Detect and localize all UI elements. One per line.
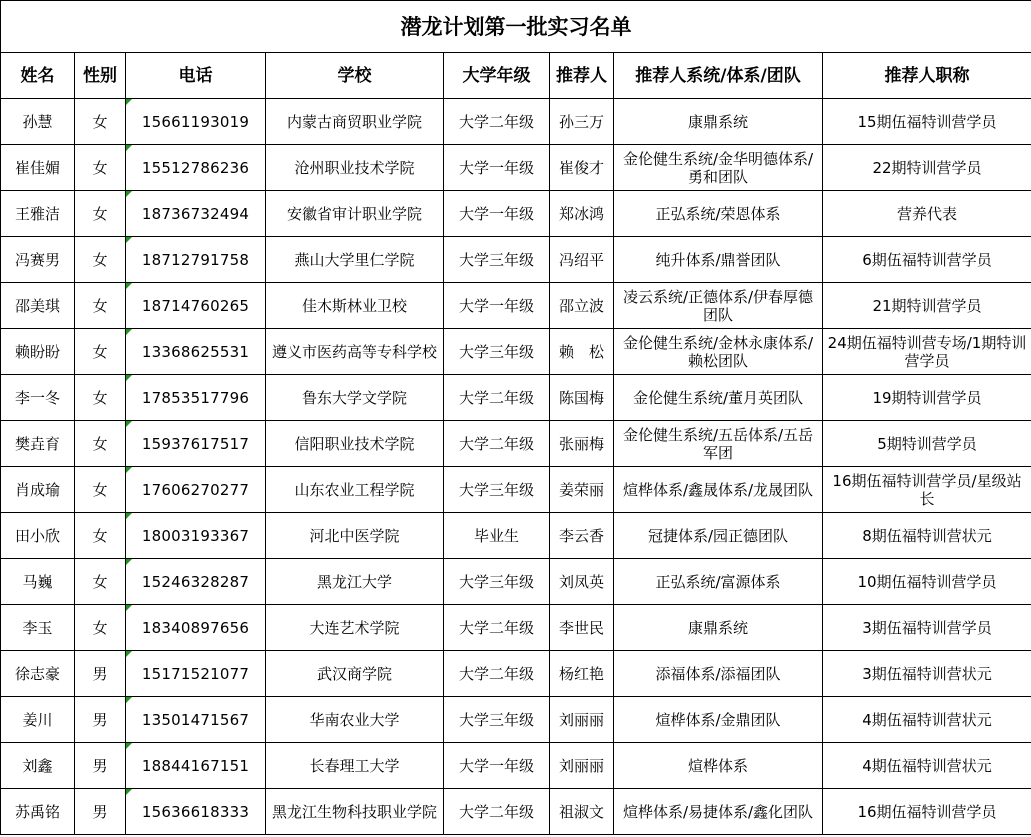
- cell-referrer[interactable]: 张丽梅: [550, 421, 614, 467]
- table-row: [1, 513, 1031, 559]
- cell-system[interactable]: 添福体系/添福团队: [614, 651, 823, 697]
- cell-gender[interactable]: 女: [75, 467, 126, 513]
- cell-system[interactable]: 煊桦体系/鑫晟体系/龙晟团队: [614, 467, 823, 513]
- number-as-text-indicator-icon: [126, 421, 132, 427]
- cell-phone[interactable]: [126, 743, 266, 789]
- cell-referrer[interactable]: 陈国梅: [550, 375, 614, 421]
- cell-gender[interactable]: 女: [75, 191, 126, 237]
- cell-school[interactable]: 燕山大学里仁学院: [266, 237, 444, 283]
- cell-referrer[interactable]: 刘丽丽: [550, 743, 614, 789]
- cell-gender[interactable]: 男: [75, 789, 126, 835]
- cell-referrer[interactable]: 赖 松: [550, 329, 614, 375]
- cell-phone[interactable]: [126, 651, 266, 697]
- cell-system[interactable]: 金伦健生系统/五岳体系/五岳军团: [614, 421, 823, 467]
- cell-system[interactable]: 金伦健生系统/金林永康体系/赖松团队: [614, 329, 823, 375]
- cell-referrer[interactable]: 郑冰鸿: [550, 191, 614, 237]
- header-school: 学校: [266, 53, 444, 99]
- table-row: [1, 329, 1031, 375]
- cell-grade[interactable]: 大学二年级: [444, 421, 550, 467]
- header-system: 推荐人系统/体系/团队: [614, 53, 823, 99]
- table-row: [1, 283, 1031, 329]
- cell-school[interactable]: 河北中医学院: [266, 513, 444, 559]
- cell-phone[interactable]: [126, 467, 266, 513]
- cell-phone[interactable]: [126, 191, 266, 237]
- cell-position[interactable]: 22期特训营学员: [823, 145, 1031, 191]
- table-row: [1, 145, 1031, 191]
- cell-grade[interactable]: 大学一年级: [444, 145, 550, 191]
- cell-grade[interactable]: 大学二年级: [444, 99, 550, 145]
- cell-grade[interactable]: 大学三年级: [444, 697, 550, 743]
- cell-name[interactable]: 田小欣: [1, 513, 75, 559]
- cell-name[interactable]: 李玉: [1, 605, 75, 651]
- header-position: 推荐人职称: [823, 53, 1031, 99]
- cell-name[interactable]: 王雅洁: [1, 191, 75, 237]
- cell-position[interactable]: 营养代表: [823, 191, 1031, 237]
- cell-name[interactable]: 肖成瑜: [1, 467, 75, 513]
- phone-text: 15937617517: [141, 434, 250, 453]
- phone-text: 18340897656: [141, 618, 250, 637]
- cell-gender[interactable]: 女: [75, 237, 126, 283]
- cell-school[interactable]: 大连艺术学院: [266, 605, 444, 651]
- table-row: [1, 559, 1031, 605]
- cell-phone[interactable]: [126, 329, 266, 375]
- cell-name[interactable]: 苏禹铭: [1, 789, 75, 835]
- phone-text: 15512786236: [141, 158, 250, 177]
- cell-gender[interactable]: 女: [75, 513, 126, 559]
- cell-grade[interactable]: 大学三年级: [444, 329, 550, 375]
- cell-grade[interactable]: 大学一年级: [444, 191, 550, 237]
- cell-position[interactable]: 10期伍福特训营学员: [823, 559, 1031, 605]
- number-as-text-indicator-icon: [126, 467, 132, 473]
- cell-phone[interactable]: [126, 237, 266, 283]
- cell-referrer[interactable]: 邵立波: [550, 283, 614, 329]
- cell-phone[interactable]: [126, 283, 266, 329]
- cell-system[interactable]: 康鼎系统: [614, 99, 823, 145]
- phone-text: 13368625531: [141, 342, 250, 361]
- cell-position[interactable]: 3期伍福特训营状元: [823, 651, 1031, 697]
- cell-system[interactable]: 金伦健生系统/董月英团队: [614, 375, 823, 421]
- phone-text: 18714760265: [141, 296, 250, 315]
- cell-position[interactable]: 21期特训营学员: [823, 283, 1031, 329]
- cell-name[interactable]: 赖盼盼: [1, 329, 75, 375]
- table-row: [1, 237, 1031, 283]
- cell-position[interactable]: 4期伍福特训营状元: [823, 743, 1031, 789]
- cell-referrer[interactable]: 祖淑文: [550, 789, 614, 835]
- cell-system[interactable]: 凌云系统/正德体系/伊春厚德团队: [614, 283, 823, 329]
- cell-system[interactable]: 正弘系统/富源体系: [614, 559, 823, 605]
- cell-system[interactable]: 正弘系统/荣恩体系: [614, 191, 823, 237]
- phone-text: 17853517796: [141, 388, 250, 407]
- cell-school[interactable]: 黑龙江生物科技职业学院: [266, 789, 444, 835]
- phone-text: 15246328287: [141, 572, 250, 591]
- cell-gender[interactable]: 女: [75, 375, 126, 421]
- table-row: [1, 697, 1031, 743]
- cell-gender[interactable]: 女: [75, 145, 126, 191]
- header-referrer: 推荐人: [550, 53, 614, 99]
- cell-system[interactable]: 冠捷体系/园正德团队: [614, 513, 823, 559]
- page-title: 潜龙计划第一批实习名单: [1, 1, 1031, 53]
- number-as-text-indicator-icon: [126, 743, 132, 749]
- cell-position[interactable]: 5期特训营学员: [823, 421, 1031, 467]
- phone-text: 18003193367: [141, 526, 250, 545]
- table-row: [1, 651, 1031, 697]
- cell-school[interactable]: 沧州职业技术学院: [266, 145, 444, 191]
- cell-position[interactable]: 24期伍福特训营专场/1期特训营学员: [823, 329, 1031, 375]
- number-as-text-indicator-icon: [126, 375, 132, 381]
- number-as-text-indicator-icon: [126, 513, 132, 519]
- cell-referrer[interactable]: 冯绍平: [550, 237, 614, 283]
- cell-school[interactable]: 内蒙古商贸职业学院: [266, 99, 444, 145]
- cell-grade[interactable]: 大学三年级: [444, 559, 550, 605]
- cell-phone[interactable]: [126, 99, 266, 145]
- cell-gender[interactable]: 女: [75, 329, 126, 375]
- cell-name[interactable]: 邵美琪: [1, 283, 75, 329]
- cell-gender[interactable]: 女: [75, 283, 126, 329]
- phone-text: 15661193019: [141, 112, 250, 131]
- header-row: [1, 53, 1031, 99]
- cell-name[interactable]: 李一冬: [1, 375, 75, 421]
- cell-phone[interactable]: [126, 375, 266, 421]
- cell-referrer[interactable]: 李世民: [550, 605, 614, 651]
- phone-text: 17606270277: [141, 480, 250, 499]
- cell-system[interactable]: 康鼎系统: [614, 605, 823, 651]
- cell-name[interactable]: 徐志豪: [1, 651, 75, 697]
- cell-name[interactable]: 冯赛男: [1, 237, 75, 283]
- cell-position[interactable]: 6期伍福特训营学员: [823, 237, 1031, 283]
- cell-name[interactable]: 孙慧: [1, 99, 75, 145]
- cell-phone[interactable]: [126, 605, 266, 651]
- table-row: [1, 743, 1031, 789]
- cell-referrer[interactable]: 刘凤英: [550, 559, 614, 605]
- phone-text: 18844167151: [141, 756, 250, 775]
- cell-grade[interactable]: 大学二年级: [444, 651, 550, 697]
- cell-gender[interactable]: 女: [75, 99, 126, 145]
- cell-grade[interactable]: 大学一年级: [444, 743, 550, 789]
- phone-text: 15636618333: [141, 802, 250, 821]
- cell-grade[interactable]: 大学三年级: [444, 467, 550, 513]
- cell-grade[interactable]: 大学三年级: [444, 237, 550, 283]
- cell-gender[interactable]: 男: [75, 651, 126, 697]
- cell-school[interactable]: 信阳职业技术学院: [266, 421, 444, 467]
- table-row: [1, 467, 1031, 513]
- table-row: [1, 789, 1031, 835]
- cell-phone[interactable]: [126, 789, 266, 835]
- cell-gender[interactable]: 女: [75, 559, 126, 605]
- table-row: [1, 99, 1031, 145]
- cell-gender[interactable]: 女: [75, 605, 126, 651]
- header-phone: 电话: [126, 53, 266, 99]
- number-as-text-indicator-icon: [126, 697, 132, 703]
- cell-grade[interactable]: 大学二年级: [444, 375, 550, 421]
- table-row: [1, 605, 1031, 651]
- cell-name[interactable]: 姜川: [1, 697, 75, 743]
- cell-referrer[interactable]: 杨红艳: [550, 651, 614, 697]
- cell-referrer[interactable]: 姜荣丽: [550, 467, 614, 513]
- number-as-text-indicator-icon: [126, 191, 132, 197]
- phone-text: 18712791758: [141, 250, 250, 269]
- table-row: [1, 421, 1031, 467]
- number-as-text-indicator-icon: [126, 237, 132, 243]
- cell-referrer[interactable]: 孙三万: [550, 99, 614, 145]
- cell-position[interactable]: 8期伍福特训营状元: [823, 513, 1031, 559]
- cell-name[interactable]: 崔佳媚: [1, 145, 75, 191]
- cell-gender[interactable]: 女: [75, 421, 126, 467]
- cell-phone[interactable]: [126, 421, 266, 467]
- number-as-text-indicator-icon: [126, 559, 132, 565]
- table-row: [1, 191, 1031, 237]
- cell-school[interactable]: 武汉商学院: [266, 651, 444, 697]
- cell-school[interactable]: 佳木斯林业卫校: [266, 283, 444, 329]
- cell-position[interactable]: 16期伍福特训营学员/星级站长: [823, 467, 1031, 513]
- cell-name[interactable]: 樊垚育: [1, 421, 75, 467]
- cell-system[interactable]: 纯升体系/鼎誉团队: [614, 237, 823, 283]
- number-as-text-indicator-icon: [126, 145, 132, 151]
- number-as-text-indicator-icon: [126, 283, 132, 289]
- number-as-text-indicator-icon: [126, 329, 132, 335]
- cell-grade[interactable]: 大学二年级: [444, 605, 550, 651]
- cell-school[interactable]: 遵义市医药高等专科学校: [266, 329, 444, 375]
- cell-referrer[interactable]: 李云香: [550, 513, 614, 559]
- cell-position[interactable]: 16期伍福特训营学员: [823, 789, 1031, 835]
- header-name: 姓名: [1, 53, 75, 99]
- number-as-text-indicator-icon: [126, 605, 132, 611]
- cell-phone[interactable]: [126, 145, 266, 191]
- cell-phone[interactable]: [126, 697, 266, 743]
- cell-school[interactable]: 安徽省审计职业学院: [266, 191, 444, 237]
- cell-school[interactable]: 长春理工大学: [266, 743, 444, 789]
- cell-grade[interactable]: 毕业生: [444, 513, 550, 559]
- cell-position[interactable]: 19期特训营学员: [823, 375, 1031, 421]
- number-as-text-indicator-icon: [126, 651, 132, 657]
- cell-gender[interactable]: 男: [75, 743, 126, 789]
- cell-referrer[interactable]: 刘丽丽: [550, 697, 614, 743]
- cell-grade[interactable]: 大学一年级: [444, 283, 550, 329]
- cell-phone[interactable]: [126, 513, 266, 559]
- cell-position[interactable]: 4期伍福特训营状元: [823, 697, 1031, 743]
- cell-position[interactable]: 3期伍福特训营学员: [823, 605, 1031, 651]
- cell-system[interactable]: 煊桦体系: [614, 743, 823, 789]
- phone-text: 13501471567: [141, 710, 250, 729]
- cell-name[interactable]: 马巍: [1, 559, 75, 605]
- number-as-text-indicator-icon: [126, 789, 132, 795]
- cell-referrer[interactable]: 崔俊才: [550, 145, 614, 191]
- cell-name[interactable]: 刘鑫: [1, 743, 75, 789]
- phone-text: 18736732494: [141, 204, 250, 223]
- cell-grade[interactable]: 大学二年级: [444, 789, 550, 835]
- cell-system[interactable]: 煊桦体系/金鼎团队: [614, 697, 823, 743]
- cell-school[interactable]: 华南农业大学: [266, 697, 444, 743]
- cell-position[interactable]: 15期伍福特训营学员: [823, 99, 1031, 145]
- number-as-text-indicator-icon: [126, 99, 132, 105]
- cell-system[interactable]: 金伦健生系统/金华明德体系/勇和团队: [614, 145, 823, 191]
- cell-school[interactable]: 黑龙江大学: [266, 559, 444, 605]
- phone-text: 15171521077: [141, 664, 250, 683]
- header-grade: 大学年级: [444, 53, 550, 99]
- cell-school[interactable]: 山东农业工程学院: [266, 467, 444, 513]
- header-gender: 性别: [75, 53, 126, 99]
- cell-phone[interactable]: [126, 559, 266, 605]
- table-row: [1, 375, 1031, 421]
- cell-system[interactable]: 煊桦体系/易捷体系/鑫化团队: [614, 789, 823, 835]
- cell-school[interactable]: 鲁东大学文学院: [266, 375, 444, 421]
- cell-gender[interactable]: 男: [75, 697, 126, 743]
